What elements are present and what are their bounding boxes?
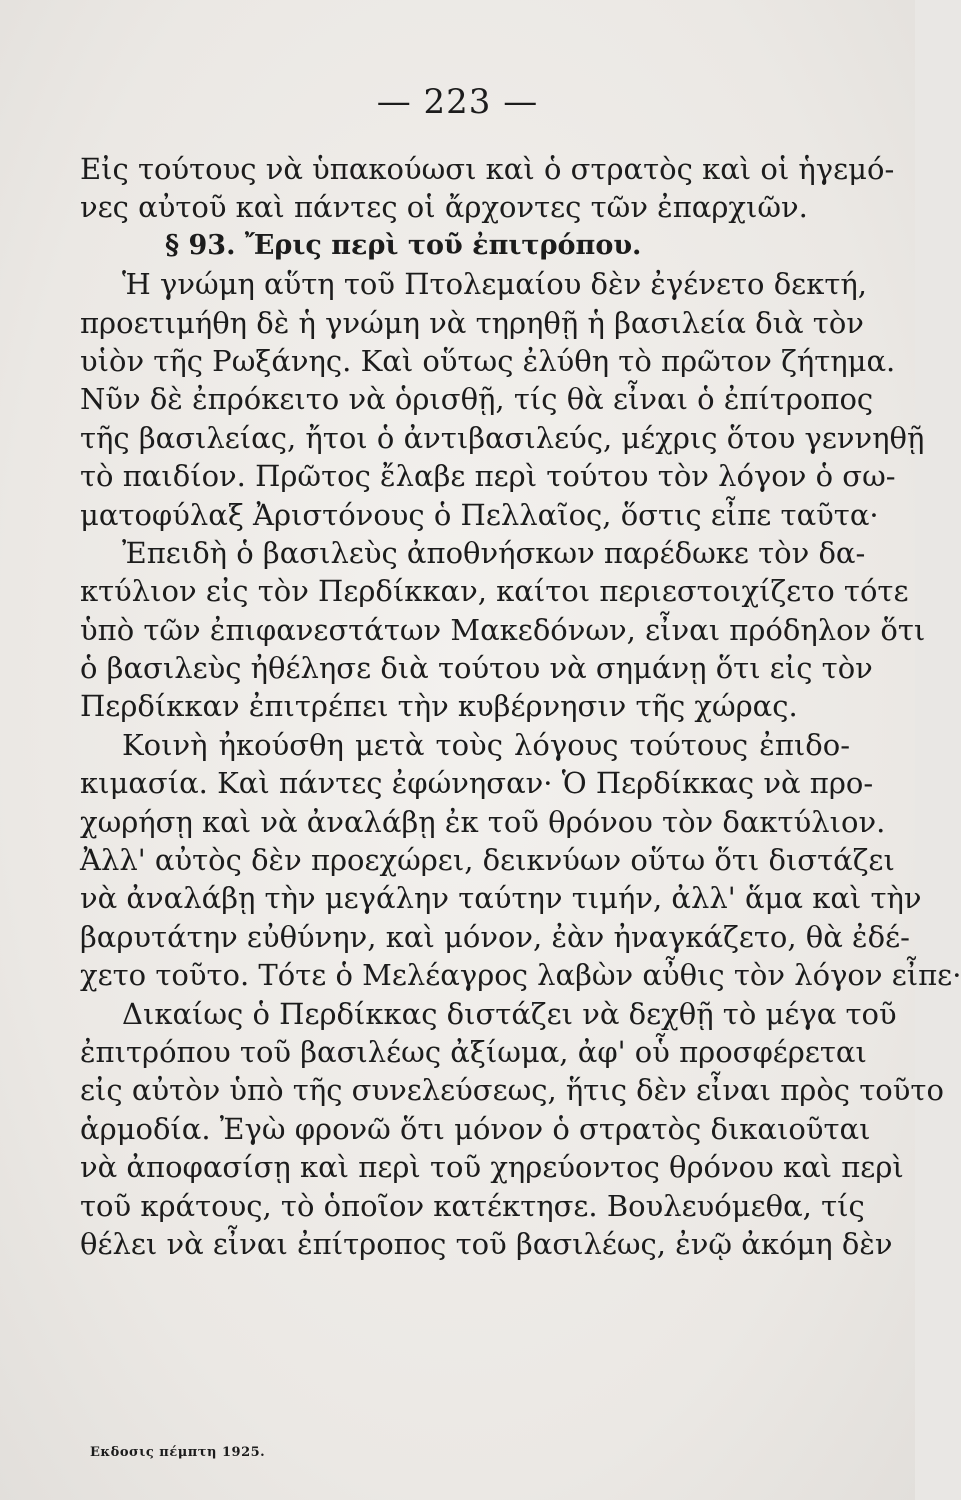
text-line: ματοφύλαξ Ἀριστόνους ὁ Πελλαῖος, ὅστις εἶπε ταῦτα· xyxy=(80,497,879,532)
text-line: κιμασία. Καὶ πάντες ἐφώνησαν· Ὁ Περδίκκας νὰ προ- xyxy=(80,766,874,801)
page-number: — 223 — xyxy=(376,82,539,122)
text-line: Κοινὴ ἠκούσθη μετὰ τοὺς λόγους τούτους ἐπιδο- xyxy=(122,727,850,762)
text-line: τοῦ κράτους, τὸ ὁποῖον κατέκτησε. Βουλευόμεθα, τίς xyxy=(80,1188,865,1223)
text-line: θέλει νὰ εἶναι ἐπίτροπος τοῦ βασιλέως, ἐνῷ ἀκόμη δὲν xyxy=(80,1226,893,1261)
body-text xyxy=(80,150,961,1263)
text-line: χετο τοῦτο. Τότε ὁ Μελέαγρος λαβὼν αὖθις τὸν λόγον εἶπε· xyxy=(80,958,961,993)
text-line: Ἡ γνώμη αὕτη τοῦ Πτολεμαίου δὲν ἐγένετο δεκτή, xyxy=(122,267,867,302)
text-line: νὰ ἀποφασίσῃ καὶ περὶ τοῦ χηρεύοντος θρόνου καὶ περὶ xyxy=(80,1150,904,1185)
text-line: υἱὸν τῆς Ρωξάνης. Καὶ οὕτως ἐλύθη τὸ πρῶτον ζήτημα. xyxy=(80,343,896,378)
text-line: εἰς αὐτὸν ὑπὸ τῆς συνελεύσεως, ἥτις δὲν εἶναι πρὸς τοῦτο xyxy=(80,1073,944,1108)
text-line: Ἐπειδὴ ὁ βασιλεὺς ἀποθνήσκων παρέδωκε τὸν δα- xyxy=(122,535,866,570)
text-line: Περδίκκαν ἐπιτρέπει τὴν κυβέρνησιν τῆς χώρας. xyxy=(80,689,798,724)
text-line: Εἰς τούτους νὰ ὑπακούωσι καὶ ὁ στρατὸς καὶ οἱ ἡγεμό- xyxy=(80,152,895,186)
text-line: Δικαίως ὁ Περδίκκας διστάζει νὰ δεχθῇ τὸ μέγα τοῦ xyxy=(122,996,897,1031)
text-line: ὁ βασιλεὺς ἠθέλησε διὰ τούτου νὰ σημάνῃ ὅτι εἰς τὸν xyxy=(80,651,873,686)
text-line: ἁρμοδία. Ἐγὼ φρονῶ ὅτι μόνον ὁ στρατὸς δικαιοῦται xyxy=(80,1111,871,1146)
text-line: Νῦν δὲ ἐπρόκειτο νὰ ὁρισθῇ, τίς θὰ εἶναι ὁ ἐπίτροπος xyxy=(80,382,874,417)
edition-note: Εκδοσις πέμπτη 1925. xyxy=(90,1445,266,1460)
text-line: προετιμήθη δὲ ἡ γνώμη νὰ τηρηθῇ ἡ βασιλεία διὰ τὸν xyxy=(80,305,864,340)
text-line: ὑπὸ τῶν ἐπιφανεστάτων Μακεδόνων, εἶναι πρόδηλον ὅτι xyxy=(80,612,926,647)
text-line: βαρυτάτην εὐθύνην, καὶ μόνον, ἐὰν ἠναγκάζετο, θὰ ἐδέ- xyxy=(80,919,910,954)
text-line: νὰ ἀναλάβῃ τὴν μεγάλην ταύτην τιμήν, ἀλλ' ἅμα καὶ τὴν xyxy=(80,881,922,916)
section-heading: § 93. Ἔρις περὶ τοῦ ἐπιτρόπου. xyxy=(165,229,642,261)
text-line: χωρήσῃ καὶ νὰ ἀναλάβῃ ἐκ τοῦ θρόνου τὸν δακτύλιον. xyxy=(80,804,886,839)
text-line: τῆς βασιλείας, ἤτοι ὁ ἀντιβασιλεύς, μέχρις ὅτου γεννηθῇ xyxy=(80,420,925,455)
text-line: κτύλιον εἰς τὸν Περδίκκαν, καίτοι περιεστοιχίζετο τότε xyxy=(80,574,909,609)
text-line: τὸ παιδίον. Πρῶτος ἔλαβε περὶ τούτου τὸν λόγον ὁ σω- xyxy=(80,459,896,494)
text-line: ἐπιτρόπου τοῦ βασιλέως ἀξίωμα, ἀφ' οὗ προσφέρεται xyxy=(80,1034,867,1069)
text-line: Ἀλλ' αὐτὸς δὲν προεχώρει, δεικνύων οὕτω ὅτι διστάζει xyxy=(80,843,895,878)
text-line: νες αὐτοῦ καὶ πάντες οἱ ἄρχοντες τῶν ἐπαρχιῶν. xyxy=(80,190,808,225)
